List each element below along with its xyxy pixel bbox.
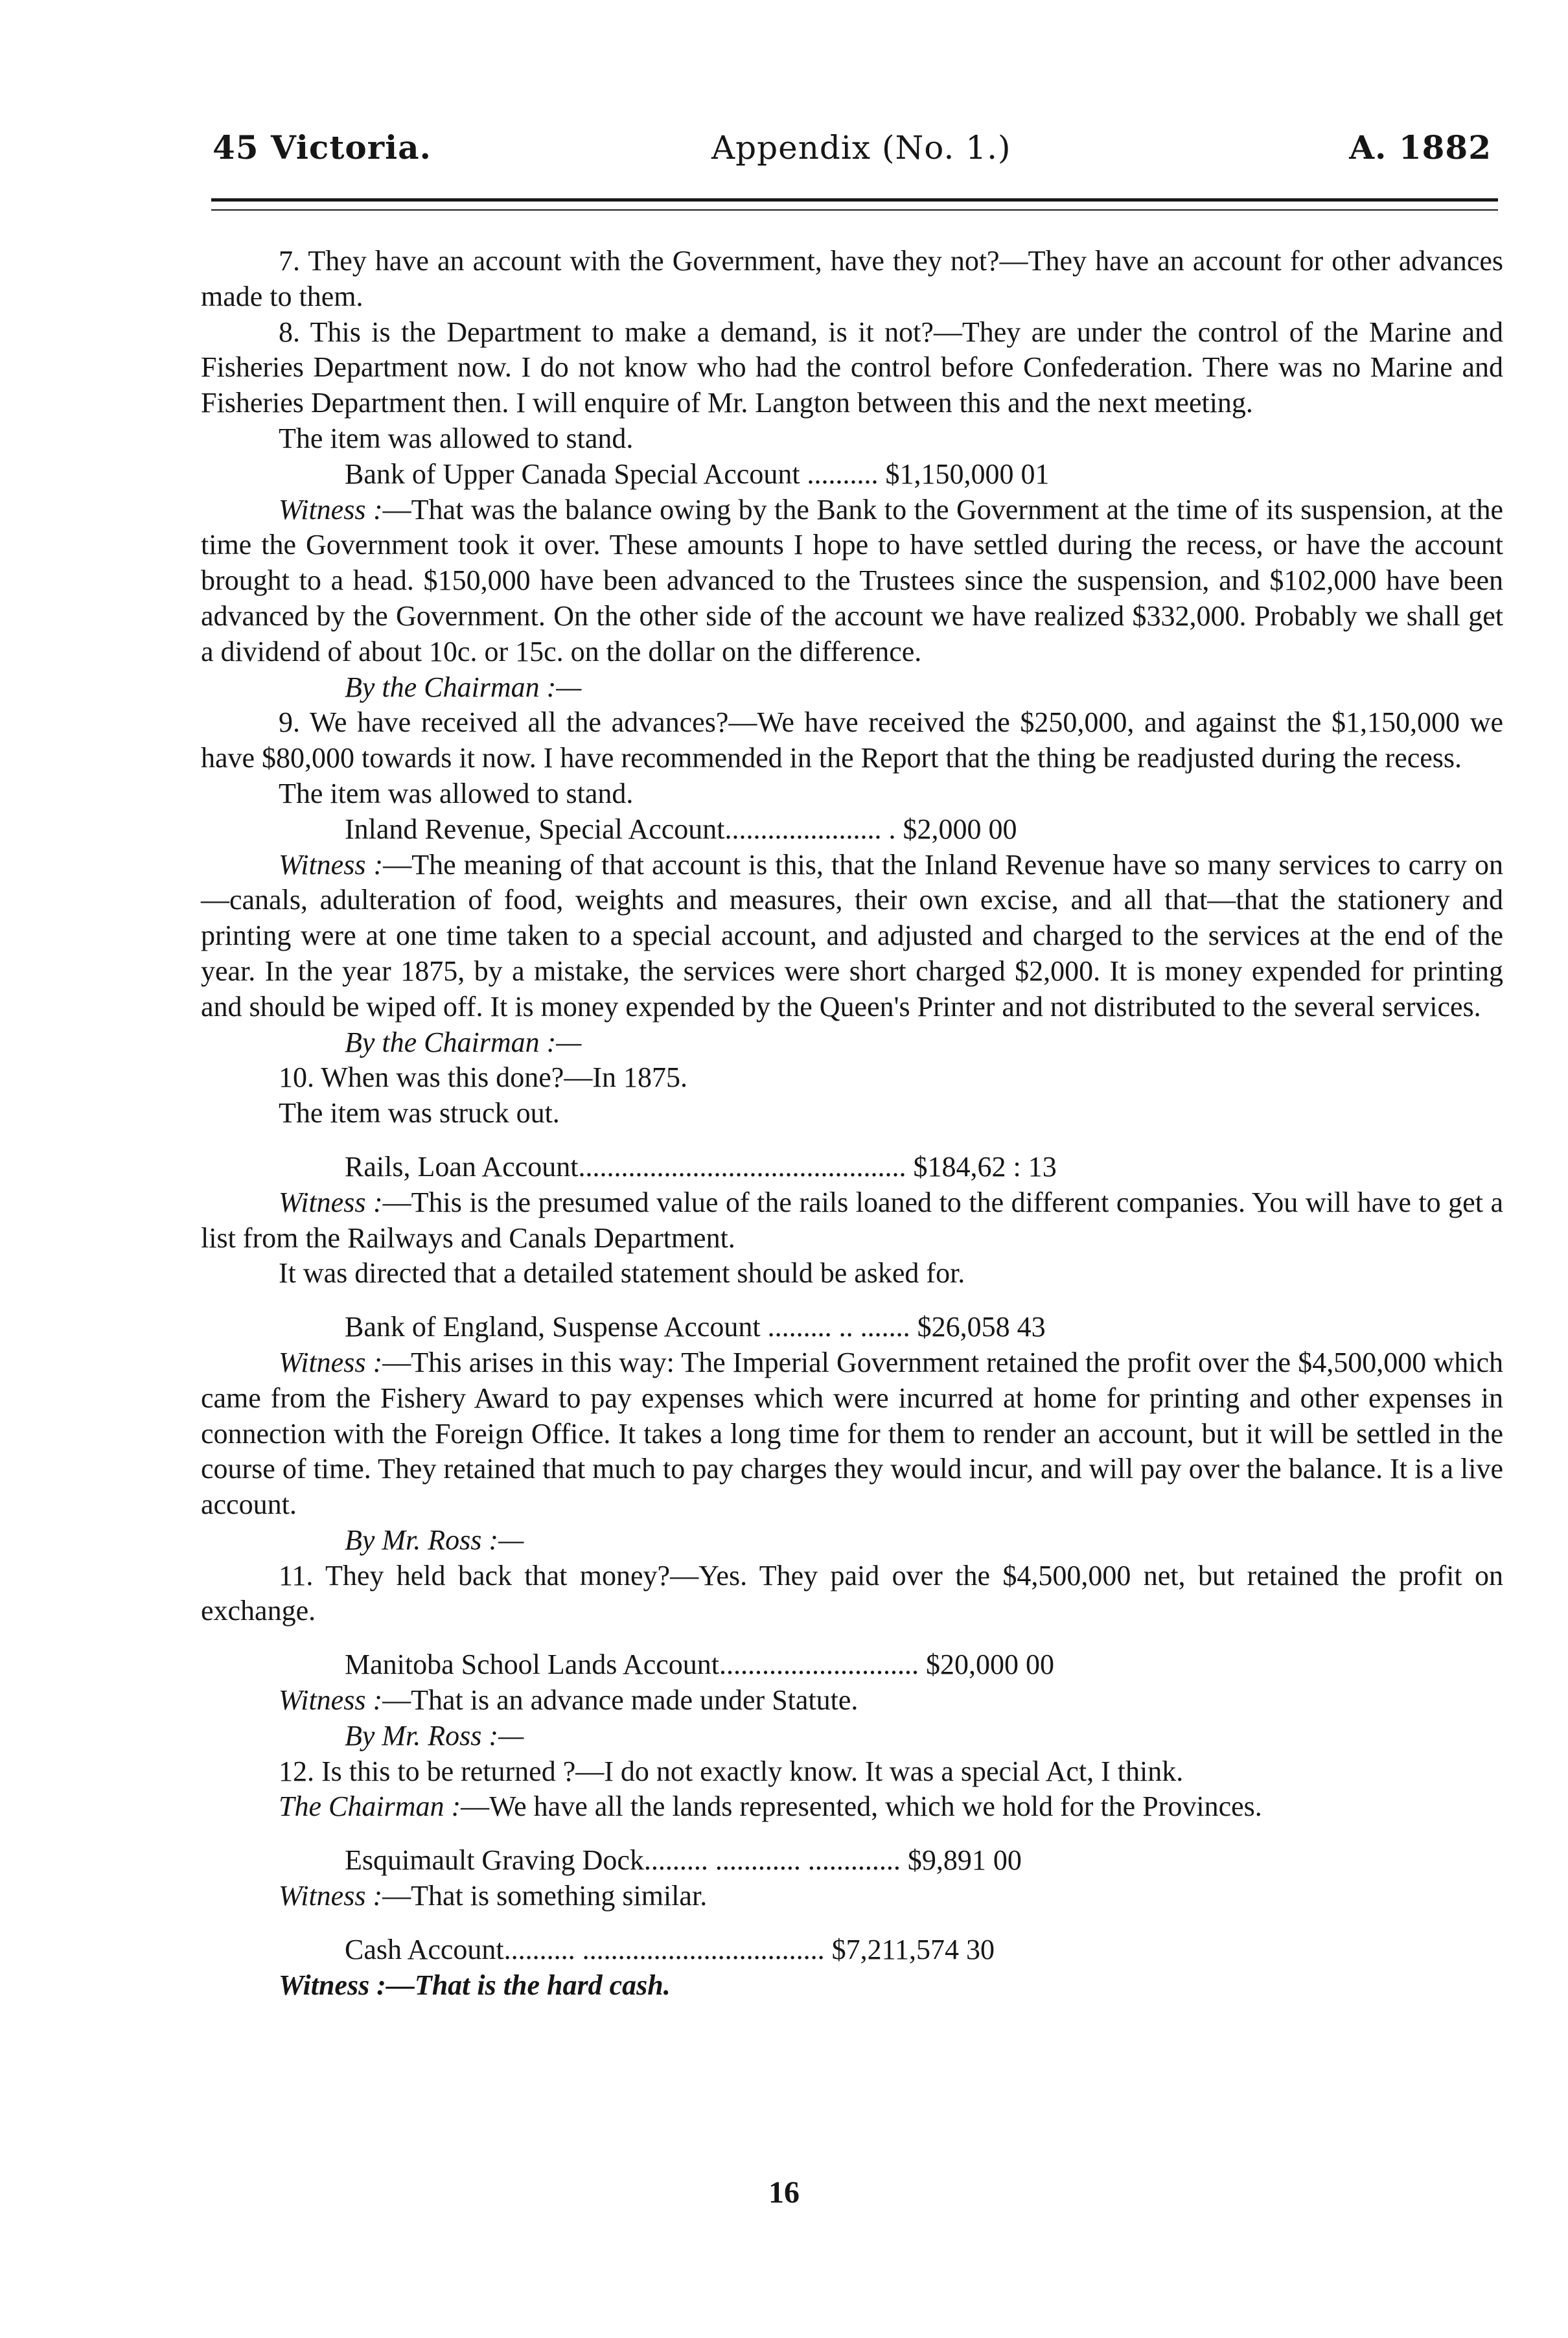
witness-label: Witness : [279, 493, 383, 526]
by-mr-ross: By Mr. Ross :— [345, 1719, 524, 1752]
chairman-text: —We have all the lands represented, which we hold for the Provinces. [461, 1790, 1262, 1823]
question-7: 7. They have an account with the Government, have they not?—They have an account for other advances made to them. [201, 245, 1503, 312]
by-chairman: By the Chairman :— [345, 671, 582, 703]
witness-text: —That is something similar. [382, 1880, 708, 1912]
witness-rails [201, 1185, 1503, 1256]
witness-label: Witness : [279, 848, 384, 881]
testimony-body [201, 244, 1503, 2003]
witness-label: Witness : [279, 1684, 383, 1717]
page-number: 16 [768, 2175, 800, 2210]
header-rule-thick [211, 198, 1498, 202]
witness-cash: Witness :—That is the hard cash. [279, 1969, 671, 2001]
header-appendix: Appendix (No. 1.) [711, 129, 1011, 167]
question-9: 9. We have received all the advances?—We have received the $250,000, and against the $1,150,000 we have $80,000 towards it now. I have recommended in the Report that the thing be readjusted during the recess. [201, 706, 1503, 774]
witness-esquimault [201, 1879, 1503, 1914]
account-cash: Cash Account.......... .................................. $7,211,574 30 [345, 1933, 995, 1965]
header-session: 45 Victoria. [213, 128, 432, 167]
witness-upper-canada [201, 492, 1503, 670]
account-bank-of-england: Bank of England, Suspense Account ......... .. ....... $26,058 43 [345, 1311, 1046, 1343]
account-inland-revenue: Inland Revenue, Special Account...................... . $2,000 00 [345, 813, 1017, 845]
account-rails-loan: Rails, Loan Account.............................................. $184,62 : 13 [345, 1150, 1057, 1183]
question-12: 12. Is this to be returned ?—I do not exactly know. It was a special Act, I think. [279, 1755, 1184, 1787]
witness-text: —This is the presumed value of the rails loaned to the different companies. You will have to get a list from the Railways and Canals Department. [201, 1186, 1503, 1254]
question-8: 8. This is the Department to make a demand, is it not?—They are under the control of the Marine and Fisheries Department now. I do not know who had the control before Confederation. There was no Marine and Fisheries Department then. I will enquire of Mr. Langton between this and the next meeting. [201, 316, 1503, 419]
item-allowed-to-stand: The item was allowed to stand. [279, 422, 634, 454]
witness-inland-revenue [201, 848, 1503, 1025]
account-esquimault-graving-dock: Esquimault Graving Dock......... ............ ............. $9,891 00 [345, 1844, 1022, 1877]
account-bank-upper-canada: Bank of Upper Canada Special Account .......... $1,150,000 01 [345, 457, 1050, 490]
header-year: A. 1882 [1349, 128, 1492, 167]
witness-text: —This arises in this way: The Imperial Government retained the profit over the $4,500,000 which came from the Fishery Award to pay expenses which were incurred at home for printing and other expenses in connection with the Foreign Office. It takes a long time for them to render an account, but it will be settled in the course of time. They retained that much to pay charges they would incur, and will pay over the balance. It is a live account. [201, 1346, 1503, 1521]
item-allowed-to-stand: The item was allowed to stand. [279, 777, 634, 809]
witness-text: —That is an advance made under Statute. [382, 1684, 859, 1717]
by-mr-ross: By Mr. Ross :— [345, 1523, 524, 1556]
question-10: 10. When was this done?—In 1875. [279, 1061, 687, 1094]
witness-label: Witness : [279, 1186, 383, 1218]
running-header [207, 122, 1503, 174]
directed-statement: It was directed that a detailed statement should be asked for. [279, 1257, 965, 1290]
account-manitoba-school-lands: Manitoba School Lands Account............................ $20,000 00 [345, 1649, 1055, 1681]
chairman-label: The Chairman : [279, 1790, 461, 1823]
item-struck-out: The item was struck out. [279, 1097, 560, 1129]
chairman-statement [201, 1789, 1503, 1825]
witness-label: Witness : [279, 1880, 383, 1912]
question-11: 11. They held back that money?—Yes. They paid over the $4,500,000 net, but retained the profit on exchange. [201, 1559, 1503, 1627]
witness-text: —That was the balance owing by the Bank to the Government at the time of its suspension, at the time the Government took it over. These amounts I hope to have settled during the recess, or have the account brought to a head. $150,000 have been advanced to the Trustees since the suspension, and $102,000 have been advanced by the Government. On the other side of the account we have realized $332,000. Probably we shall get a dividend of about 10c. or 15c. on the dollar on the difference. [201, 493, 1504, 667]
witness-text: —The meaning of that account is this, that the Inland Revenue have so many services to carry on—canals, adulteration of food, weights and measures, their own excise, and all that—that the stationery and printing were at one time taken to a special account, and adjusted and charged to the services at the end of the year. In the year 1875, by a mistake, the services were short charged $2,000. It is money expended for printing and should be wiped off. It is money expended by the Queen's Printer and not distributed to the several services. [201, 848, 1503, 1023]
witness-manitoba [201, 1683, 1503, 1719]
header-rule-thin [211, 209, 1498, 211]
witness-bank-of-england [201, 1345, 1503, 1523]
witness-label: Witness : [279, 1346, 383, 1378]
by-chairman: By the Chairman :— [345, 1026, 582, 1058]
